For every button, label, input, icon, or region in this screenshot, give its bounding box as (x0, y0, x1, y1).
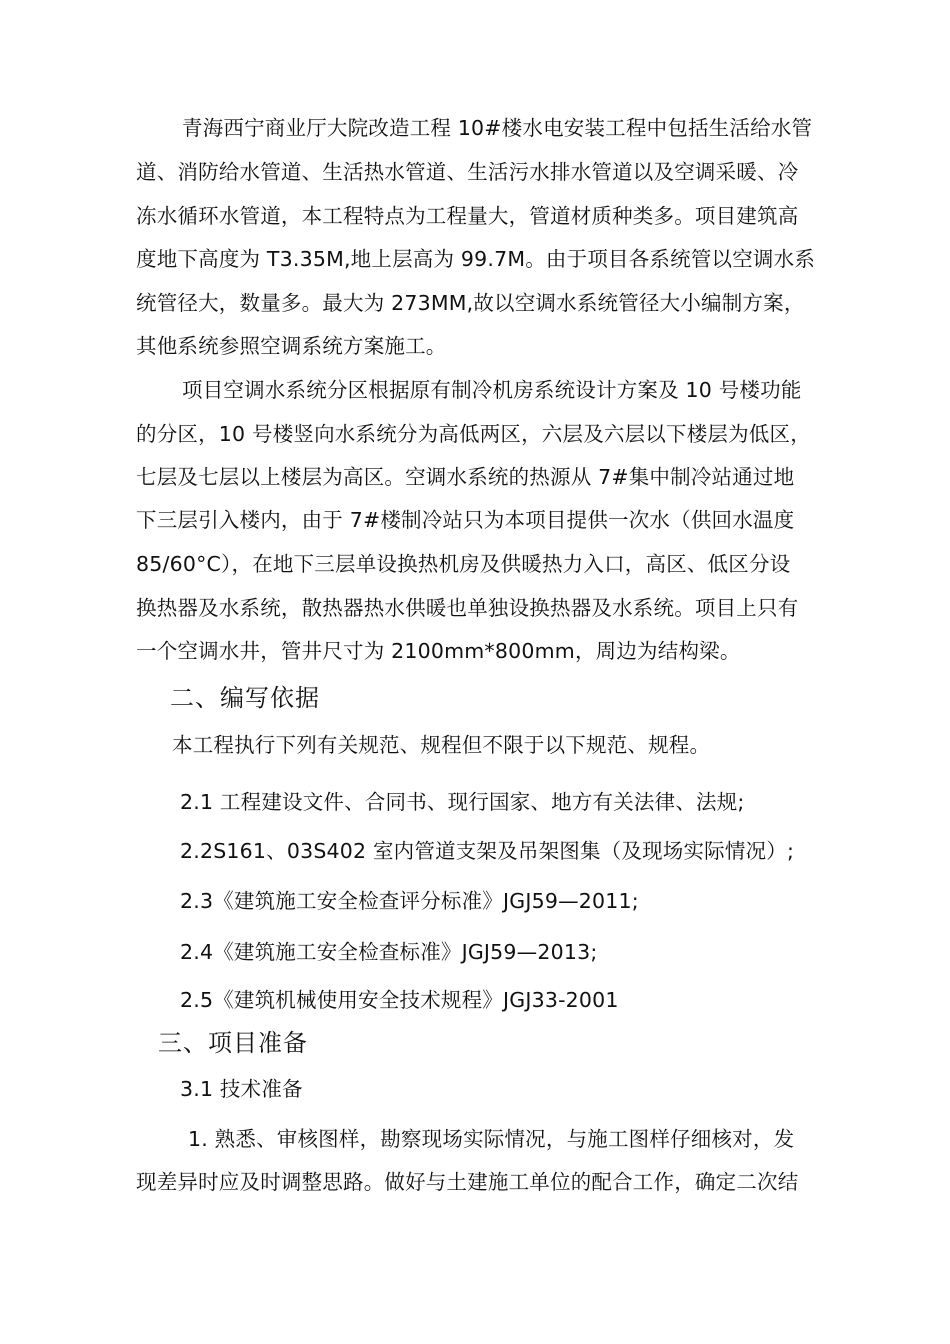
para2-line: 换热器及水系统，散热器热水供暖也单独设换热器及水系统。项目上只有 (136, 596, 799, 620)
section-heading: 二、编写依据 (170, 684, 320, 712)
para2-line: 项目空调水系统分区根据原有制冷机房系统设计方案及 10 号楼功能 (182, 378, 802, 402)
para1-line: 统管径大，数量多。最大为 273MM,故以空调水系统管径大小编制方案， (136, 291, 805, 315)
para1-line: 青海西宁商业厅大院改造工程 10#楼水电安装工程中包括生活给水管 (182, 116, 813, 140)
reference-item: 2.4《建筑施工安全检查标准》JGJ59—2013; (180, 940, 598, 964)
para2-line: 下三层引入楼内，由于 7#楼制冷站只为本项目提供一次水（供回水温度 (136, 508, 795, 532)
para1-line: 其他系统参照空调系统方案施工。 (136, 334, 447, 358)
para2-line: 85/60°C），在地下三层单设换热机房及供暖热力入口，高区、低区分设 (136, 552, 791, 576)
section3-line: 1. 熟悉、审核图样，勘察现场实际情况，与施工图样仔细核对，发 (188, 1127, 795, 1151)
para1-line: 冻水循环水管道，本工程特点为工程量大，管道材质种类多。项目建筑高 (136, 204, 799, 228)
section-intro: 本工程执行下列有关规范、规程但不限于以下规范、规程。 (172, 733, 711, 757)
section-heading: 三、项目准备 (158, 1029, 308, 1057)
para1-line: 道、消防给水管道、生活热水管道、生活污水排水管道以及空调采暖、冷 (136, 160, 799, 184)
section3-line: 现差异时应及时调整思路。做好与土建施工单位的配合工作，确定二次结 (136, 1170, 799, 1194)
para2-line: 的分区，10 号楼竖向水系统分为高低两区，六层及六层以下楼层为低区， (136, 422, 811, 446)
subsection-heading: 3.1 技术准备 (180, 1077, 303, 1101)
reference-item: 2.1 工程建设文件、合同书、现行国家、地方有关法律、法规; (180, 790, 745, 814)
reference-item: 2.3《建筑施工安全检查评分标准》JGJ59—2011; (180, 889, 639, 913)
reference-item: 2.2S161、03S402 室内管道支架及吊架图集（及现场实际情况）; (180, 839, 795, 863)
para1-line: 度地下高度为 T3.35M,地上层高为 99.7M。由于项目各系统管以空调水系 (136, 247, 816, 271)
reference-item: 2.5《建筑机械使用安全技术规程》JGJ33-2001 (180, 988, 619, 1012)
para2-line: 七层及七层以上楼层为高区。空调水系统的热源从 7#集中制冷站通过地 (136, 465, 795, 489)
para2-line: 一个空调水井，管井尺寸为 2100mm*800mm，周边为结构梁。 (136, 639, 741, 663)
